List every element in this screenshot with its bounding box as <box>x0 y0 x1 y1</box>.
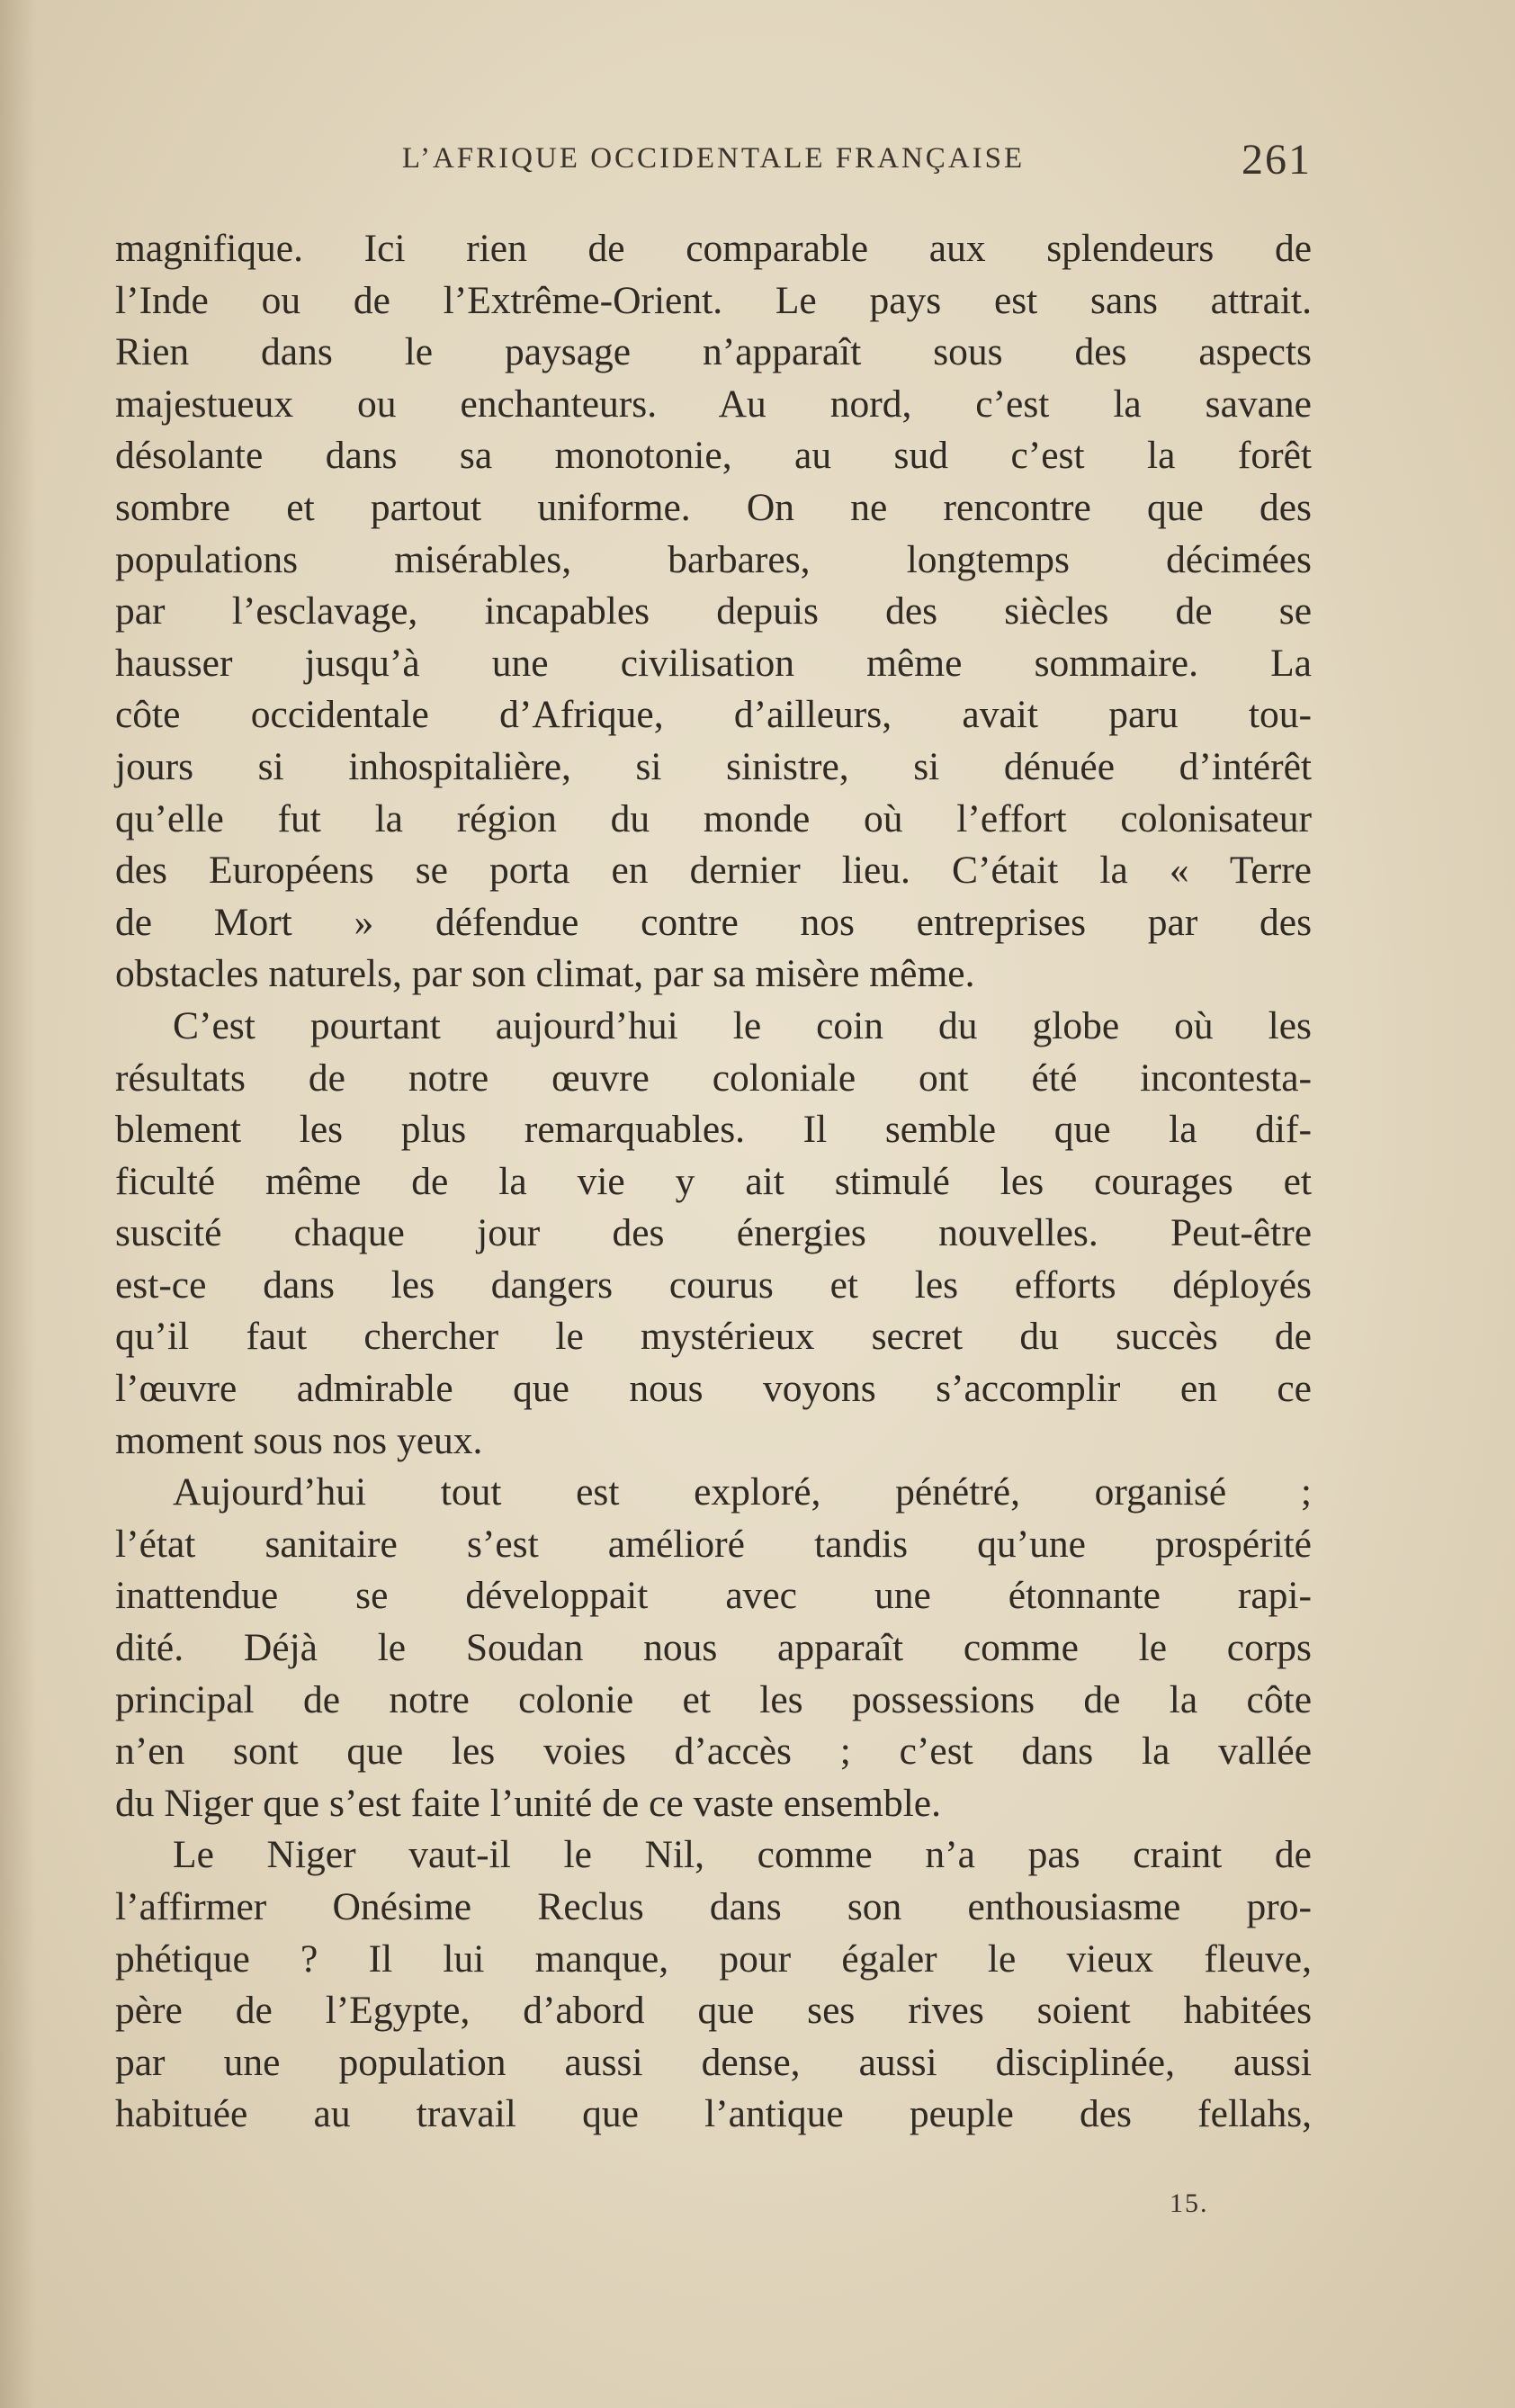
text-line: habituée au travail que l’antique peuple des fellahs, <box>115 2092 1312 2136</box>
text-line: phétique ? Il lui manque, pour égaler le vieux fleuve, <box>115 1936 1312 1981</box>
text-line: n’en sont que les voies d’accès ; c’est dans la vallée <box>115 1730 1312 1774</box>
text-line: l’état sanitaire s’est amélioré tandis qu’une prospérité <box>115 1522 1312 1566</box>
text-line: magnifique. Ici rien de comparable aux splendeurs de <box>115 227 1312 270</box>
body-text <box>115 223 1312 2141</box>
text-line: jours si inhospitalière, si sinistre, si dénuée d’intérêt <box>115 744 1312 788</box>
text-line: C’est pourtant aujourd’hui le coin du globe où les <box>173 1003 1312 1047</box>
text-line: par une population aussi dense, aussi disciplinée, aussi <box>115 2040 1312 2084</box>
text-line: désolante dans sa monotonie, au sud c’est la forêt <box>115 434 1312 478</box>
text-line: Rien dans le paysage n’apparaît sous des aspects <box>115 330 1312 374</box>
text-line: ficulté même de la vie y ait stimulé les courages et <box>115 1159 1312 1203</box>
text-line: sombre et partout uniforme. On ne rencontre que des <box>115 485 1312 529</box>
text-line: inattendue se développait avec une étonnante rapi- <box>115 1574 1312 1618</box>
text-line: Le Niger vaut-il le Nil, comme n’a pas craint de <box>173 1833 1312 1877</box>
text-line: de Mort » défendue contre nos entreprises par des <box>115 900 1312 944</box>
running-title: L’AFRIQUE OCCIDENTALE FRANÇAISE <box>401 142 1026 175</box>
text-line: populations misérables, barbares, longtemps décimées <box>115 537 1312 581</box>
text-line: côte occidentale d’Afrique, d’ailleurs, avait paru tou- <box>115 693 1312 737</box>
running-head <box>115 135 1312 189</box>
text-line: obstacles naturels, par son climat, par sa misère même. <box>115 952 975 996</box>
text-line: qu’elle fut la région du monde où l’effort colonisateur <box>115 796 1312 840</box>
text-line: du Niger que s’est faite l’unité de ce vaste ensemble. <box>115 1781 941 1825</box>
text-line: Aujourd’hui tout est exploré, pénétré, organisé ; <box>173 1470 1312 1514</box>
text-line: moment sous nos yeux. <box>115 1418 483 1462</box>
text-line: l’Inde ou de l’Extrême-Orient. Le pays est sans attrait. <box>115 278 1312 322</box>
text-line: résultats de notre œuvre coloniale ont été incontesta- <box>115 1056 1312 1100</box>
text-line: des Européens se porta en dernier lieu. C’était la « Terre <box>115 849 1312 893</box>
signature-mark: 15. <box>1170 2188 1209 2218</box>
text-line: principal de notre colonie et les possessions de la côte <box>115 1677 1312 1721</box>
text-line: par l’esclavage, incapables depuis des siècles de se <box>115 589 1312 633</box>
text-line: est-ce dans les dangers courus et les efforts déployés <box>115 1262 1312 1307</box>
text-line: qu’il faut chercher le mystérieux secret du succès de <box>115 1315 1312 1359</box>
text-line: l’œuvre admirable que nous voyons s’accomplir en ce <box>115 1367 1312 1411</box>
page-number: 261 <box>1242 136 1312 184</box>
text-line: père de l’Egypte, d’abord que ses rives soient habitées <box>115 1989 1312 2033</box>
text-line: blement les plus remarquables. Il semble que la dif- <box>115 1108 1312 1152</box>
text-line: hausser jusqu’à une civilisation même sommaire. La <box>115 641 1312 685</box>
text-line: l’affirmer Onésime Reclus dans son enthousiasme pro- <box>115 1885 1312 1928</box>
text-line: suscité chaque jour des énergies nouvelles. Peut-être <box>115 1211 1312 1255</box>
text-line: majestueux ou enchanteurs. Au nord, c’est la savane <box>115 382 1312 426</box>
text-line: dité. Déjà le Soudan nous apparaît comme le corps <box>115 1626 1312 1670</box>
